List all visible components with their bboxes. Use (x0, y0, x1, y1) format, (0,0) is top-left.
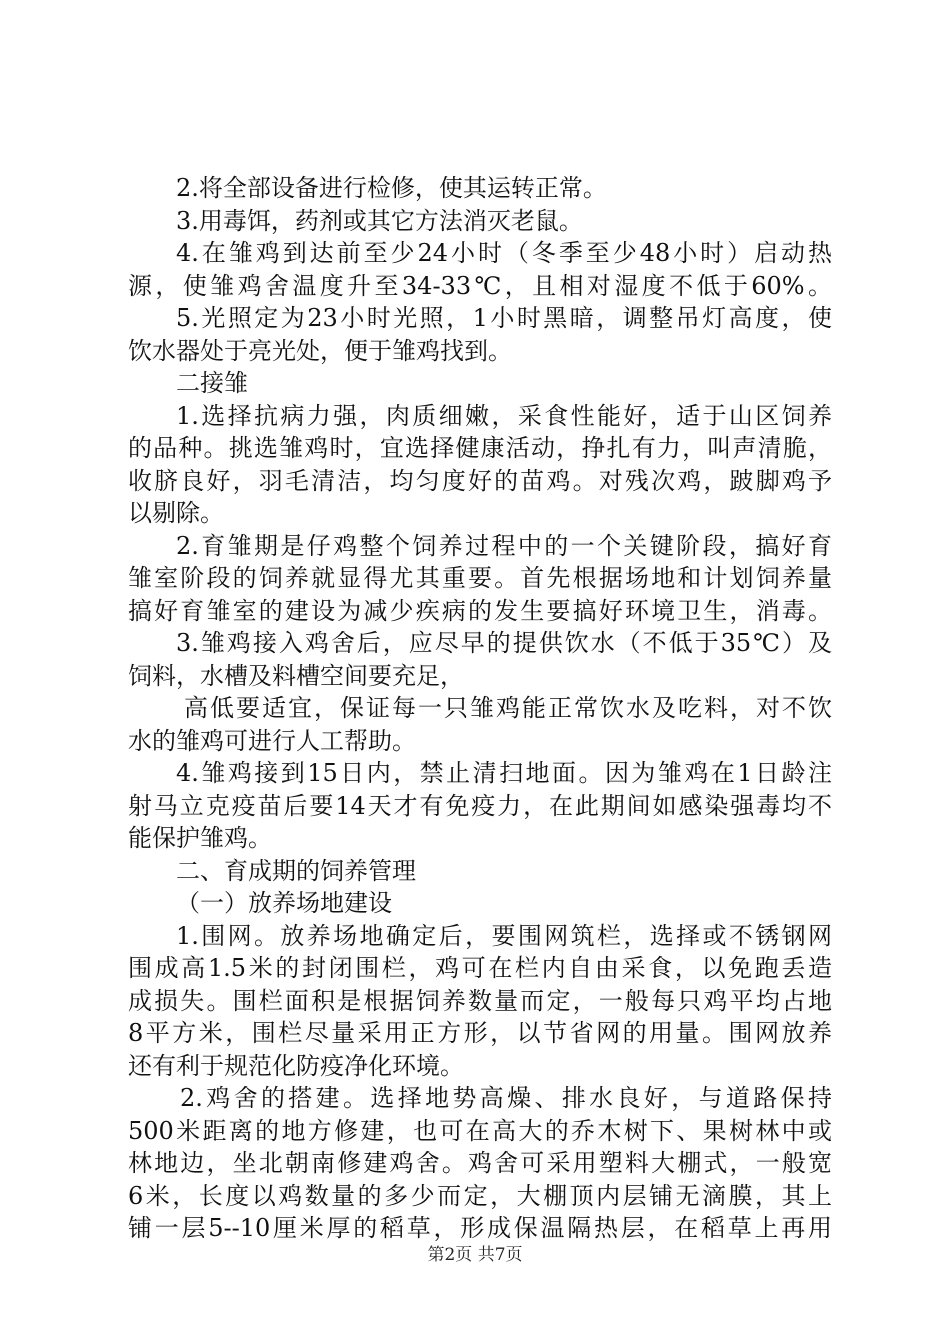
text-line: 1.围网。放养场地确定后，要围网筑栏，选择或不锈钢网 (176, 921, 832, 950)
document-body (128, 172, 832, 1245)
text-line: 饮水器处于亮光处，便于雏鸡找到。 (128, 336, 512, 365)
text-line: 围成高1.5米的封闭围栏，鸡可在栏内自由采食，以免跑丢造 (128, 954, 832, 982)
subsection-heading: （一）放养场地建设 (176, 889, 392, 917)
text-line: 8平方米，围栏尽量采用正方形，以节省网的用量。围网放养 (128, 1019, 832, 1047)
section-heading: 二、育成期的饲养管理 (176, 856, 416, 885)
text-line: 500米距离的地方修建，也可在高大的乔木树下、果树林中或 (128, 1116, 832, 1145)
text-line: 搞好育雏室的建设为减少疾病的发生要搞好环境卫生，消毒。 (128, 596, 832, 625)
text-line: 收脐良好，羽毛清洁，均匀度好的苗鸡。对残次鸡，跛脚鸡予 (128, 466, 832, 495)
text-line: 6米，长度以鸡数量的多少而定，大棚顶内层铺无滴膜，其上 (128, 1181, 832, 1210)
text-line: 饲料，水槽及料槽空间要充足， (128, 661, 464, 690)
text-line: 3.用毒饵，药剂或其它方法消灭老鼠。 (176, 206, 583, 235)
text-line: 1.选择抗病力强，肉质细嫩，采食性能好，适于山区饲养 (176, 401, 832, 430)
text-line: 射马立克疫苗后要14天才有免疫力，在此期间如感染强毒均不 (128, 791, 832, 820)
text-line: 5.光照定为23小时光照，1小时黑暗，调整吊灯高度，使 (176, 304, 832, 332)
text-line: 铺一层5--10厘米厚的稻草，形成保温隔热层，在稻草上再用 (128, 1214, 832, 1242)
text-line: 还有利于规范化防疫净化环境。 (128, 1051, 464, 1080)
text-line: 以剔除。 (128, 499, 224, 527)
text-line: 2.鸡舍的搭建。选择地势高燥、排水良好，与道路保持 (180, 1084, 832, 1112)
text-line: 水的雏鸡可进行人工帮助。 (128, 726, 416, 755)
text-line: 高低要适宜，保证每一只雏鸡能正常饮水及吃料，对不饮 (184, 694, 832, 722)
text-line: 4.在雏鸡到达前至少24小时（冬季至少48小时）启动热 (176, 239, 832, 267)
text-line: 2.将全部设备进行检修，使其运转正常。 (176, 174, 607, 202)
text-line: 能保护雏鸡。 (128, 824, 272, 852)
text-line: 林地边，坐北朝南修建鸡舍。鸡舍可采用塑料大棚式，一般宽 (128, 1149, 832, 1177)
text-line: 4.雏鸡接到15日内，禁止清扫地面。因为雏鸡在1日龄注 (176, 759, 832, 787)
text-line: 3.雏鸡接入鸡舍后，应尽早的提供饮水（不低于35℃）及 (176, 629, 832, 657)
text-line: 源，使雏鸡舍温度升至34-33℃，且相对湿度不低于60%。 (128, 271, 832, 300)
section-heading: 二接雏 (176, 369, 248, 397)
text-line: 雏室阶段的饲养就显得尤其重要。首先根据场地和计划饲养量 (128, 564, 832, 592)
text-line: 2.育雏期是仔鸡整个饲养过程中的一个关键阶段，搞好育 (176, 531, 832, 560)
page-number: 第2页 共7页 (427, 1245, 523, 1265)
text-line: 成损失。围栏面积是根据饲养数量而定，一般每只鸡平均占地 (128, 986, 832, 1015)
text-line: 的品种。挑选雏鸡时，宜选择健康活动，挣扎有力，叫声清脆， (128, 434, 832, 462)
